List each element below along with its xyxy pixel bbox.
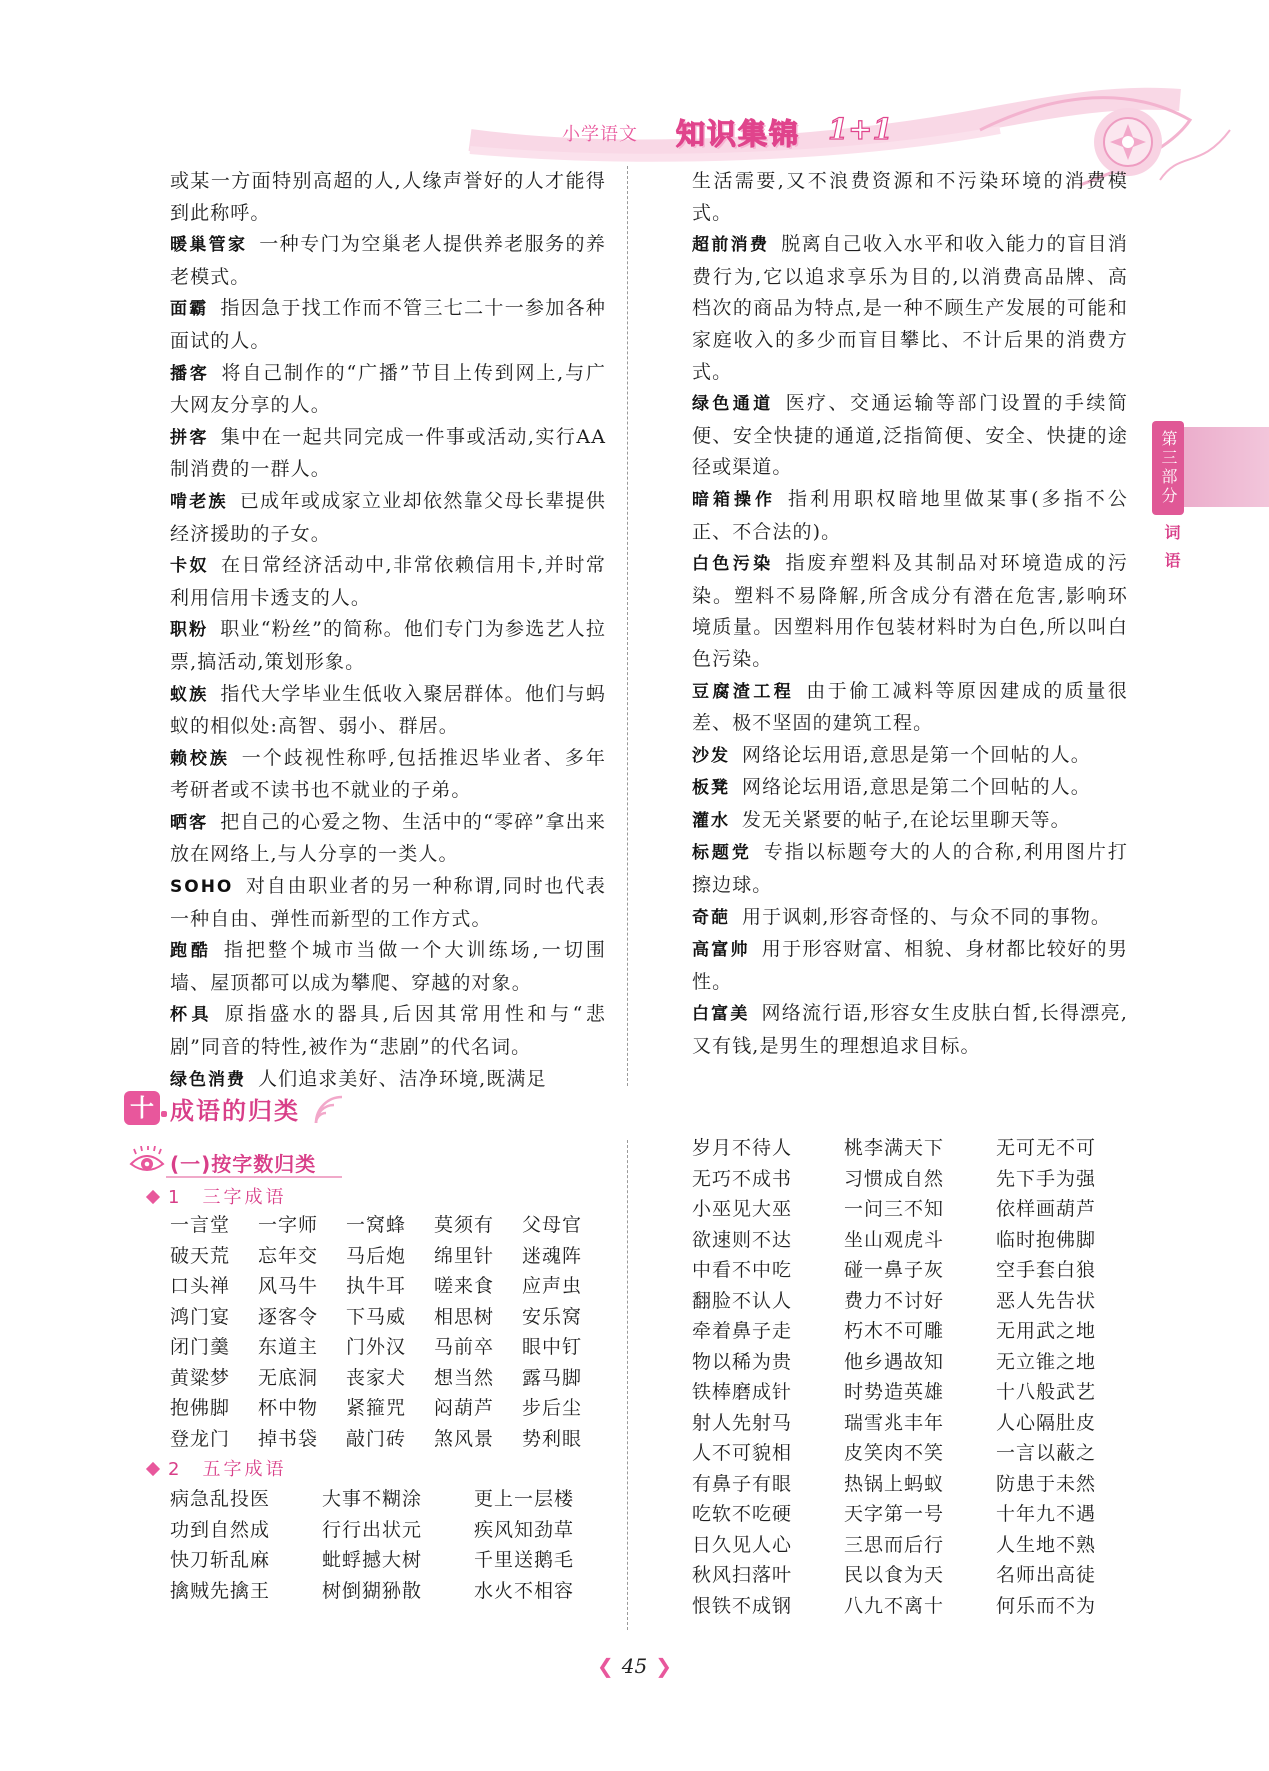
subsection-title: (一)按字数归类 [170,1152,317,1176]
idiom: 蚍蜉撼大树 [322,1549,423,1571]
definition-text: 指因急于找工作而不管三七二十一参加各种面试的人。 [170,297,607,352]
idiom: 病急乱投医 [170,1488,271,1510]
idiom: 紧箍咒 [346,1397,407,1419]
idiom: 东道主 [258,1336,319,1358]
definition-text: 或某一方面特别高超的人,人缘声誉好的人才能得到此称呼。 [170,170,606,224]
idiom: 中看不中吃 [692,1259,793,1281]
definition-entry [170,229,606,293]
definition-term: 职粉 [170,620,209,641]
idiom-row [170,1424,600,1455]
definition-entry [170,871,606,935]
idiom: 势利眼 [522,1427,583,1450]
idiom: 大事不糊涂 [322,1488,423,1510]
definition-text: 对自由职业者的另一种称谓,同时也代表一种自由、弹性而新型的工作方式。 [170,875,606,930]
idiom: 嗟来食 [434,1275,495,1297]
eye-icon [128,1146,166,1176]
diamond-icon [146,1462,160,1476]
idiom: 马后炮 [346,1244,407,1267]
idiom: 一问三不知 [844,1198,945,1220]
idiom: 防患于未然 [996,1472,1097,1495]
idiom-row [170,1545,600,1576]
idiom-row [692,1194,1122,1225]
idiom: 风马牛 [258,1275,319,1297]
idiom: 露马脚 [522,1366,583,1389]
definition-entry [170,166,606,229]
idiom: 依样画葫芦 [996,1198,1097,1220]
idiom: 瑞雪兆丰年 [844,1411,945,1434]
definition-term: 面霸 [170,299,209,320]
definition-entry [170,679,606,743]
definition-term: 豆腐渣工程 [692,681,795,702]
definition-entry [170,614,606,678]
header-subject: 小学语文 [562,124,638,145]
idiom: 一窝蜂 [346,1214,407,1236]
idiom: 应声虫 [522,1275,583,1297]
signal-waves-icon [312,1093,352,1127]
definition-text: 人们追求美好、洁净环境,既满足 [258,1067,547,1090]
idiom-row [692,1591,1122,1622]
column-divider [627,1140,628,1630]
idiom: 空手套白狼 [996,1259,1097,1281]
idiom: 无底洞 [258,1366,319,1389]
definition-entry [170,807,606,871]
idiom: 岁月不待人 [692,1137,793,1159]
idiom-row [692,1438,1122,1469]
idiom: 想当然 [434,1366,495,1389]
idiom-row [692,1469,1122,1500]
idiom-row [692,1164,1122,1195]
idiom-row [692,1133,1122,1164]
idiom-row [692,1408,1122,1439]
idiom: 皮笑肉不笑 [844,1442,945,1464]
idiom: 一言以蔽之 [996,1442,1097,1464]
idiom-row [170,1271,600,1302]
group-title: 三字成语 [202,1187,287,1208]
idiom: 马前卒 [434,1336,495,1358]
definition-entry [692,229,1128,388]
idiom: 吃软不吃硬 [692,1503,793,1525]
idiom: 铁棒磨成针 [692,1381,793,1403]
definition-entry [692,388,1128,484]
definition-text: 职业“粉丝”的简称。他们专门为参选艺人拉票,搞活动,策划形象。 [170,618,606,673]
definition-entry [170,293,606,357]
idiom: 行行出状元 [322,1518,423,1541]
idiom: 破天荒 [170,1244,231,1267]
definition-term: 超前消费 [692,235,770,256]
idiom: 鸿门宴 [170,1305,231,1328]
definition-entry [692,740,1128,773]
idiom-row [170,1241,600,1272]
definition-text: 集中在一起共同完成一件事或活动,实行AA制消费的一群人。 [170,425,607,481]
idiom: 名师出高徒 [996,1564,1097,1586]
idiom-row [692,1225,1122,1256]
idiom: 登龙门 [170,1427,231,1450]
definition-entry [170,550,606,614]
idiom: 时势造英雄 [844,1381,945,1403]
definition-text: 指把整个城市当做一个大训练场,一切围墙、屋顶都可以成为攀爬、穿越的对象。 [170,939,607,994]
idiom: 人心隔肚皮 [996,1411,1097,1434]
prev-arrow-icon: ❮ [597,1654,614,1678]
definition-term: 蚁族 [170,684,209,705]
definition-term: 板凳 [692,778,730,799]
idiom: 功到自然成 [170,1518,271,1541]
definition-text: 脱离自己收入水平和收入能力的盲目消费行为,它以追求享乐为目的,以消费高品牌、高档次的商品为特点,是一种不顾生产发展的可能和家庭收入的多少而盲目攀比、不计后果的消费方式。 [692,233,1129,383]
idiom: 费力不讨好 [844,1289,945,1312]
idiom: 树倒猢狲散 [322,1579,423,1602]
next-arrow-icon: ❯ [655,1654,672,1678]
definition-entry [692,902,1128,935]
idiom: 口头禅 [170,1275,231,1297]
page-header [0,0,1269,190]
definition-term: 杯具 [170,1005,213,1026]
idiom-row [692,1530,1122,1561]
idiom: 翻脸不认人 [692,1289,793,1312]
definition-text: 指利用职权暗地里做某事(多指不公正、不合法的)。 [692,487,1129,543]
definition-text: 一个歧视性称呼,包括推迟毕业者、多年考研者或不读书也不就业的子弟。 [170,746,607,802]
definition-text: 用于讽刺,形容奇怪的、与众不同的事物。 [742,905,1111,928]
group-five-heading [148,1455,286,1481]
idiom: 更上一层楼 [474,1488,575,1510]
section-title: 成语的归类 [170,1096,300,1125]
idiom: 忘年交 [258,1244,319,1267]
idiom: 一言堂 [170,1214,231,1236]
idiom: 物以稀为贵 [692,1350,793,1373]
definition-text: 专指以标题夸大的人的合称,利用图片打擦边球。 [692,841,1129,897]
diamond-icon [146,1190,160,1204]
idiom: 眼中钉 [522,1336,583,1358]
idiom: 恨铁不成钢 [692,1594,793,1617]
definition-term: 标题党 [692,843,752,864]
idiom: 十年九不遇 [996,1503,1097,1525]
definition-text: 网络论坛用语,意思是第二个回帖的人。 [742,776,1091,799]
idiom: 习惯成自然 [844,1167,945,1190]
idiom: 他乡遇故知 [844,1350,945,1373]
idiom: 欲速则不达 [692,1228,793,1251]
idiom-row [692,1286,1122,1317]
idiom: 碰一鼻子灰 [844,1259,945,1281]
header-title: 知识集锦 [676,117,801,151]
definition-term: 绿色通道 [692,394,774,415]
badge-dot [161,1111,167,1117]
definition-text: 指代大学毕业生低收入聚居群体。他们与蚂蚁的相似处:高智、弱小、群居。 [170,682,607,738]
idiom: 丧家犬 [346,1366,407,1389]
idiom: 无可无不可 [996,1137,1097,1159]
group-number: 2 [168,1459,183,1480]
idiom: 秋风扫落叶 [692,1564,793,1586]
idiom-row [170,1484,600,1515]
idiom: 杯中物 [258,1397,319,1419]
definition-entry [692,548,1128,675]
idiom: 父母官 [522,1214,583,1236]
idiom: 黄粱梦 [170,1366,231,1389]
idioms-right-grid [692,1133,1122,1621]
idiom: 闭门羹 [170,1336,231,1358]
definition-term: 奇葩 [692,907,730,928]
idiom: 桃李满天下 [844,1137,945,1159]
idiom-row [170,1576,600,1607]
definition-entry [170,935,606,999]
idiom: 下马威 [346,1305,407,1328]
idiom-row [692,1347,1122,1378]
definition-text: 发无关紧要的帖子,在论坛里聊天等。 [742,808,1071,831]
idiom-row [170,1515,600,1546]
idiom-row [692,1316,1122,1347]
definition-term: 暗箱操作 [692,489,776,510]
definition-term: 沙发 [692,745,730,766]
definition-entry [692,772,1128,805]
idiom-row [692,1377,1122,1408]
idiom-row [692,1499,1122,1530]
definition-term: 播客 [170,363,210,384]
definition-term: 卡奴 [170,556,209,577]
definition-text: 把自己的心爱之物、生活中的“零碎”拿出来放在网络上,与人分享的一类人。 [170,810,606,866]
idiom: 抱佛脚 [170,1397,231,1419]
idiom: 小巫见大巫 [692,1198,793,1220]
definition-text: 医疗、交通运输等部门设置的手续简便、安全快捷的通道,泛指简便、安全、快捷的途径或渠道。 [692,392,1128,479]
idiom-row [692,1560,1122,1591]
idiom: 坐山观虎斗 [844,1228,945,1251]
idioms-five-grid [170,1484,600,1606]
definition-text: 网络流行语,形容女生皮肤白皙,长得漂亮,又有钱,是男生的理想追求目标。 [692,1002,1128,1058]
idiom: 千里送鹅毛 [474,1549,575,1571]
idiom: 步后尘 [522,1397,583,1419]
idiom-row [692,1255,1122,1286]
idiom: 八九不离十 [844,1594,945,1617]
definition-text: 原指盛水的器具,后因其常用性和与“悲剧”同音的特性,被作为“悲剧”的代名词。 [170,1003,606,1059]
column-divider [627,166,628,1086]
definition-term: 晒客 [170,812,209,833]
idiom: 临时抱佛脚 [996,1228,1097,1251]
idiom: 执牛耳 [346,1275,407,1297]
definition-term: 白富美 [692,1004,750,1025]
definition-term: 高富帅 [692,940,750,961]
definition-text: 由于偷工减料等原因建成的质量很差、极不坚固的建筑工程。 [692,679,1128,735]
idiom: 朽木不可雕 [844,1320,945,1342]
definition-entry [170,486,606,550]
definition-text: 用于形容财富、相貌、身材都比较好的男性。 [692,938,1128,993]
definition-entry [692,998,1128,1062]
idiom: 十八般武艺 [996,1381,1097,1403]
side-tab-part: 第三部分 [1152,421,1184,515]
definition-entry [692,676,1128,740]
idiom: 掉书袋 [258,1427,319,1450]
definition-term: 啃老族 [170,491,228,512]
section-heading-idioms [124,1087,354,1133]
definition-entry [692,805,1128,838]
idiom: 恶人先告状 [996,1289,1097,1312]
definition-term: 拼客 [170,427,209,448]
header-version: 1+1 [828,112,893,146]
idiom: 有鼻子有眼 [692,1472,793,1495]
idiom: 迷魂阵 [522,1244,583,1267]
group-title: 五字成语 [202,1459,287,1480]
group-number: 1 [168,1187,183,1208]
definition-term: 灌水 [692,810,730,831]
side-tab-topic: 词语 [1162,524,1181,580]
definition-entry [170,743,606,807]
header-ribbon-decoration [0,0,1269,190]
idiom-row [170,1332,600,1363]
idiom: 一字师 [258,1214,319,1236]
subsection-heading [128,1146,348,1180]
idiom: 热锅上蚂蚁 [844,1472,945,1495]
definition-text: 一种专门为空巢老人提供养老服务的养老模式。 [170,233,607,288]
definitions-left-column [170,166,606,1096]
definition-text: 将自己制作的“广播”节目上传到网上,与广大网友分享的人。 [170,361,607,417]
definition-text: 生活需要,又不浪费资源和不污染环境的消费模式。 [692,170,1128,224]
idiom: 先下手为强 [996,1167,1097,1190]
definition-entry [692,837,1128,901]
idiom: 煞风景 [434,1427,495,1450]
idiom: 无巧不成书 [692,1167,793,1190]
idiom: 射人先射马 [692,1411,793,1434]
idiom: 人生地不熟 [996,1533,1097,1556]
idiom: 快刀斩乱麻 [170,1549,271,1571]
subsection-underline [166,1176,342,1178]
definition-text: 指废弃塑料及其制品对环境造成的污染。塑料不易降解,所含成分有潜在危害,影响环境质量。因塑料用作包装材料时为白色,所以叫白色污染。 [692,552,1128,670]
idioms-three-grid [170,1210,600,1454]
definitions-right-column [692,166,1128,1063]
definition-text: 在日常经济活动中,非常依赖信用卡,并时常利用信用卡透支的人。 [170,554,606,609]
idiom: 擒贼先擒王 [170,1579,271,1602]
idiom: 逐客令 [258,1305,319,1328]
definition-entry [692,484,1128,548]
idiom: 人不可貌相 [692,1442,793,1464]
definition-entry [170,422,606,486]
idiom: 无立锥之地 [996,1350,1097,1373]
definition-entry [170,358,606,422]
idiom: 敲门砖 [346,1427,407,1450]
idiom: 门外汉 [346,1336,407,1358]
idiom: 绵里针 [434,1244,495,1267]
section-number-badge: 十 [124,1091,160,1125]
idiom: 民以食为天 [844,1564,945,1586]
idiom: 水火不相容 [474,1579,575,1602]
idiom: 日久见人心 [692,1533,793,1556]
idiom: 三思而后行 [844,1533,945,1556]
idiom: 天字第一号 [844,1503,945,1525]
idiom: 莫须有 [434,1214,495,1236]
idiom: 何乐而不为 [996,1594,1097,1617]
definition-term: 赖校族 [170,748,230,769]
idiom: 牵着鼻子走 [692,1320,793,1342]
definition-text: 已成年或成家立业却依然靠父母长辈提供经济援助的子女。 [170,489,606,545]
idiom-row [170,1302,600,1333]
definition-entry [692,166,1128,229]
definition-term: 绿色消费 [170,1069,246,1090]
definition-entry [170,999,606,1063]
definition-term: SOHO [170,877,234,898]
idiom: 闷葫芦 [434,1397,495,1419]
page-number-value: 45 [621,1654,648,1678]
group-three-heading [148,1183,286,1209]
definition-term: 白色污染 [692,554,774,575]
definition-term: 暖巢管家 [170,235,248,256]
idiom: 疾风知劲草 [474,1518,575,1541]
idiom-row [170,1363,600,1394]
idiom: 相思树 [434,1305,495,1328]
idiom: 安乐窝 [522,1305,583,1328]
idiom: 无用武之地 [996,1320,1097,1342]
definition-term: 跑酷 [170,941,212,962]
page-number [0,1654,1269,1678]
idiom-row [170,1393,600,1424]
definition-text: 网络论坛用语,意思是第一个回帖的人。 [742,743,1091,766]
idiom-row [170,1210,600,1241]
definition-entry [692,934,1128,998]
